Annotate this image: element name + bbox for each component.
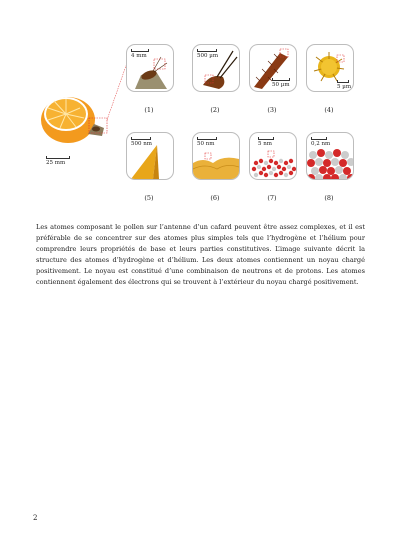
- panel-6: [192, 132, 240, 180]
- panel-5-caption: (5): [144, 194, 154, 202]
- panel-2-caption: (2): [210, 106, 220, 114]
- panel-3-scale: 50 µm: [272, 78, 290, 88]
- orange-illustration: [36, 88, 112, 144]
- panel-4: [306, 44, 354, 92]
- panel-6-scale: 50 nm: [197, 137, 217, 147]
- panel-7: [249, 132, 297, 180]
- panel-7-scale: 5 nm: [258, 137, 274, 147]
- panel-4-caption: (4): [324, 106, 334, 114]
- panel-5: [126, 132, 174, 180]
- panel-5-scale: 500 nm: [131, 137, 152, 147]
- panel-3-caption: (3): [267, 106, 277, 114]
- page-number: 2: [33, 514, 38, 522]
- panel-2: [192, 44, 240, 92]
- panel-8: [306, 132, 354, 180]
- orange-scale-bar: 25 mm: [46, 156, 70, 166]
- panel-3: [249, 44, 297, 92]
- panel-1-caption: (1): [144, 106, 154, 114]
- panel-6-caption: (6): [210, 194, 220, 202]
- panel-7-caption: (7): [267, 194, 277, 202]
- panel-4-scale: 5 µm: [337, 80, 351, 90]
- body-paragraph: Les atomes composant le pollen sur l’antenne d’un cafard peuvent être assez complexes, et il est préférable de se concentrer sur des atomes plus simples tels que l’hydrogène et l’hélium pour comprendre leurs propriétés de base et leurs parties constitutives. L’image suivante décrit la structure des atomes d’hydrogène et d’hélium. Les deux atomes contiennent un noyau chargé positivement. Le noyau est constitué d’une combinaison de neutrons et de protons. Les atomes contiennent également des électrons qui se trouvent à l’extérieur du noyau chargé positivement.: [36, 223, 365, 286]
- panel-8-caption: (8): [324, 194, 334, 202]
- panel-8-scale: 0,2 nm: [311, 137, 330, 147]
- panel-2-scale: 500 µm: [197, 49, 218, 59]
- powers-of-ten-figure: [36, 44, 366, 204]
- panel-1-scale: 4 mm: [131, 49, 149, 59]
- panel-1: [126, 44, 174, 92]
